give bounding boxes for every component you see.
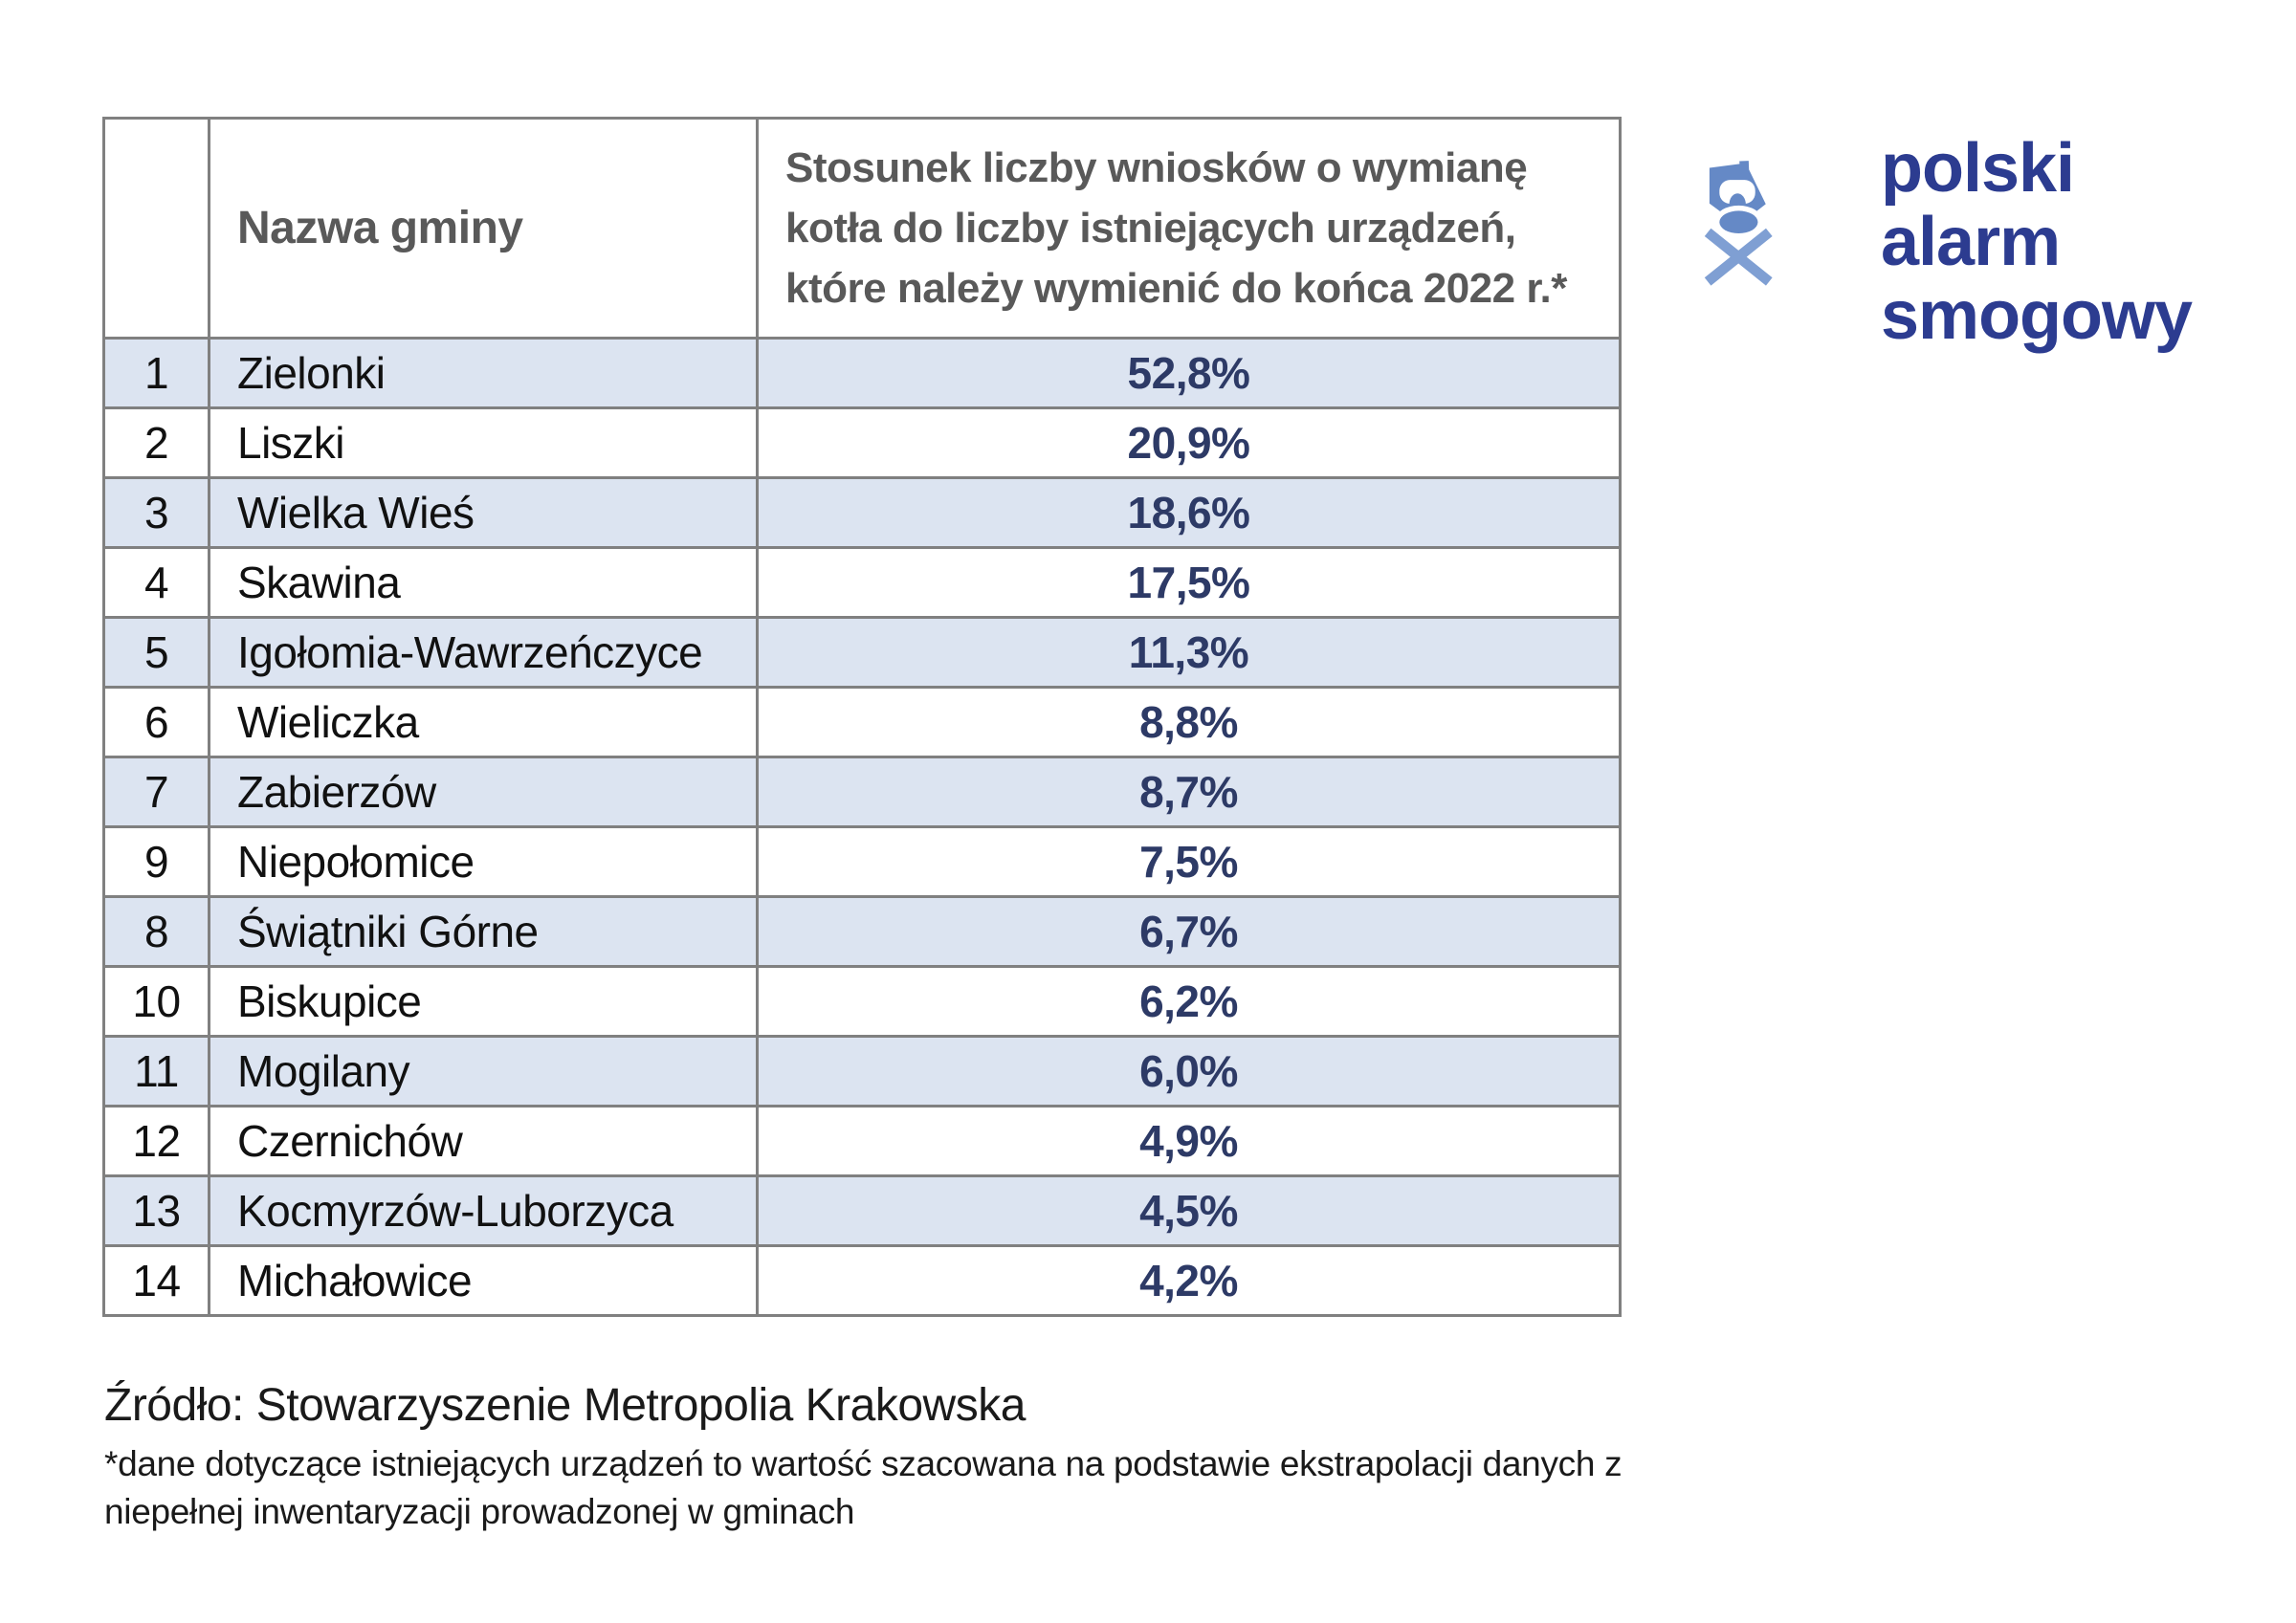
gmina-name-column-header: Nazwa gminy bbox=[210, 119, 758, 339]
table-row bbox=[104, 1176, 1621, 1246]
ranking-table-body bbox=[104, 339, 1621, 1316]
row-ratio-value: 4,9% bbox=[758, 1107, 1621, 1176]
table-row bbox=[104, 897, 1621, 967]
logo-word-1: polski bbox=[1881, 130, 2075, 207]
table-row bbox=[104, 408, 1621, 478]
row-ratio-value: 52,8% bbox=[758, 339, 1621, 408]
ranking-table bbox=[102, 117, 1622, 1317]
row-ratio-value: 8,7% bbox=[758, 757, 1621, 827]
row-ratio-value: 6,2% bbox=[758, 967, 1621, 1037]
row-rank: 4 bbox=[104, 548, 210, 618]
table-row bbox=[104, 548, 1621, 618]
footnote bbox=[104, 1440, 1622, 1536]
row-gmina-name: Wielka Wieś bbox=[210, 478, 758, 548]
ratio-column-header bbox=[758, 119, 1621, 339]
rank-column-header bbox=[104, 119, 210, 339]
row-rank: 12 bbox=[104, 1107, 210, 1176]
row-ratio-value: 6,7% bbox=[758, 897, 1621, 967]
row-ratio-value: 18,6% bbox=[758, 478, 1621, 548]
row-ratio-value: 20,9% bbox=[758, 408, 1621, 478]
row-ratio-value: 8,8% bbox=[758, 688, 1621, 757]
logo-word-3: smogowy bbox=[1881, 277, 2193, 354]
row-gmina-name: Zielonki bbox=[210, 339, 758, 408]
logo-word-2: alarm bbox=[1881, 204, 2061, 280]
table-row bbox=[104, 827, 1621, 897]
row-rank: 2 bbox=[104, 408, 210, 478]
row-rank: 5 bbox=[104, 618, 210, 688]
row-gmina-name: Liszki bbox=[210, 408, 758, 478]
row-ratio-value: 17,5% bbox=[758, 548, 1621, 618]
ratio-header-line-1: Stosunek liczby wniosków o wymianę bbox=[785, 144, 1528, 191]
row-rank: 10 bbox=[104, 967, 210, 1037]
row-gmina-name: Mogilany bbox=[210, 1037, 758, 1107]
row-gmina-name: Kocmyrzów-Luborzyca bbox=[210, 1176, 758, 1246]
row-rank: 11 bbox=[104, 1037, 210, 1107]
ratio-header-line-2: kotła do liczby istniejących urządzeń, bbox=[785, 205, 1516, 252]
row-gmina-name: Zabierzów bbox=[210, 757, 758, 827]
row-ratio-value: 11,3% bbox=[758, 618, 1621, 688]
row-gmina-name: Wieliczka bbox=[210, 688, 758, 757]
footnote-line-1: *dane dotyczące istniejących urządzeń to wartość szacowana na podstawie ekstrapolacji danych z bbox=[104, 1444, 1623, 1483]
row-rank: 8 bbox=[104, 897, 210, 967]
table-row bbox=[104, 1107, 1621, 1176]
row-rank: 14 bbox=[104, 1246, 210, 1316]
logo-polski-alarm-smogowy bbox=[1703, 122, 2192, 353]
row-gmina-name: Michałowice bbox=[210, 1246, 758, 1316]
row-gmina-name: Czernichów bbox=[210, 1107, 758, 1176]
ratio-header-line-3: które należy wymienić do końca 2022 r.* bbox=[785, 265, 1567, 312]
row-ratio-value: 4,2% bbox=[758, 1246, 1621, 1316]
row-ratio-value: 6,0% bbox=[758, 1037, 1621, 1107]
row-rank: 13 bbox=[104, 1176, 210, 1246]
row-gmina-name: Igołomia-Wawrzeńczyce bbox=[210, 618, 758, 688]
table-row bbox=[104, 618, 1621, 688]
row-gmina-name: Biskupice bbox=[210, 967, 758, 1037]
logo-wordmark bbox=[1881, 132, 2192, 353]
table-row bbox=[104, 478, 1621, 548]
row-ratio-value: 7,5% bbox=[758, 827, 1621, 897]
table-row bbox=[104, 757, 1621, 827]
row-rank: 3 bbox=[104, 478, 210, 548]
table-row bbox=[104, 1246, 1621, 1316]
row-gmina-name: Niepołomice bbox=[210, 827, 758, 897]
row-rank: 1 bbox=[104, 339, 210, 408]
source-line: Źródło: Stowarzyszenie Metropolia Krakowska bbox=[104, 1380, 1026, 1431]
table-row bbox=[104, 967, 1621, 1037]
table-header-row bbox=[104, 119, 1621, 339]
table-row bbox=[104, 1037, 1621, 1107]
row-rank: 7 bbox=[104, 757, 210, 827]
footnote-line-2: niepełnej inwentaryzacji prowadzonej w gminach bbox=[104, 1492, 855, 1531]
row-rank: 9 bbox=[104, 827, 210, 897]
table-row bbox=[104, 339, 1621, 408]
table-row bbox=[104, 688, 1621, 757]
skull-factory-crossbones-icon bbox=[1703, 122, 1821, 325]
row-gmina-name: Skawina bbox=[210, 548, 758, 618]
row-gmina-name: Świątniki Górne bbox=[210, 897, 758, 967]
row-ratio-value: 4,5% bbox=[758, 1176, 1621, 1246]
row-rank: 6 bbox=[104, 688, 210, 757]
